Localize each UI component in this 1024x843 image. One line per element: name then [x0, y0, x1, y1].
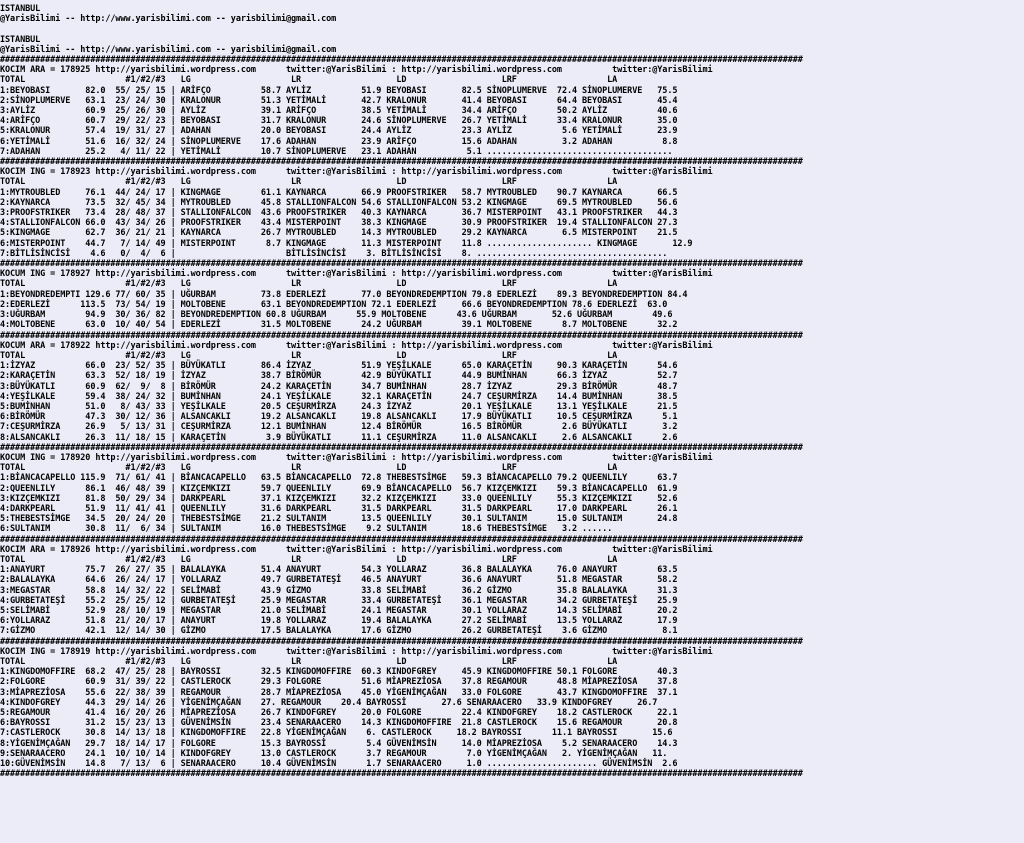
race-analysis-text: ISTANBUL @YarisBilimi -- http://www.yarisbilimi.com -- yarisbilimi@gmail.com ISTANBUL @YarisBilimi -- http://www.yarisbilimi.com -- yarisbilimi@gmail.com ################################################################################################################################################################ KOCIM ARA = 178925 http://yarisbilimi.wordpress.com twitter:@YarisBilimi : http://yarisbilimi.wordpress.com twitter:@YarisBilimi TOTAL #1/#2/#3 LG LR LD LRF LA 1:BEYOBASI 82.0 55/ 25/ 15 | ARİFÇO 58.7 AYLİZ 51.9 BEYOBASI 82.5 SİNOPLUMERVE 72.4 SİNOPLUMERVE 75.5 2:SİNOPLUMERVE 63.1 23/ 24/ 30 | KRALONUR 51.3 YETİMALİ 42.7 KRALONUR 41.4 BEYOBASI 64.4 BEYOBASI 45.4 3:AYLİZ 60.9 25/ 26/ 30 | AYLİZ 39.1 ARİFÇO 38.5 YETİMALİ 34.4 ARİFÇO 50.2 AYLİZ 40.6 4:ARİFÇO 60.7 29/ 22/ 23 | BEYOBASI 31.7 KRALONUR 24.6 SİNOPLUMERVE 26.7 YETİMALİ 33.4 KRALONUR 35.0 5:KRALONUR 57.4 19/ 31/ 27 | ADAHAN 20.0 BEYOBASI 24.4 AYLİZ 23.3 AYLİZ 5.6 YETİMALİ 23.9 6:YETİMALİ 51.6 16/ 32/ 24 | SİNOPLUMERVE 17.6 ADAHAN 23.9 ARİFÇO 15.6 ADAHAN 3.2 ADAHAN 8.8 7:ADAHAN 25.2 4/ 11/ 22 | YETİMALİ 10.7 SİNOPLUMERVE 23.1 ADAHAN 5.1 ..................................... ################################################################################################################################################################ KOCIM ING = 178923 http://yarisbilimi.wordpress.com twitter:@YarisBilimi : http://yarisbilimi.wordpress.com twitter:@YarisBilimi TOTAL #1/#2/#3 LG LR LD LRF LA 1:MYTROUBLED 76.1 44/ 24/ 17 | KINGMAGE 61.1 KAYNARCA 66.9 PROOFSTRIKER 58.7 MYTROUBLED 90.7 KAYNARCA 66.5 2:KAYNARCA 73.5 32/ 45/ 34 | MYTROUBLED 45.8 STALLIONFALCON 54.6 STALLIONFALCON 53.2 KINGMAGE 69.5 MYTROUBLED 56.6 3:PROOFSTRIKER 73.4 28/ 48/ 37 | STALLIONFALCON 43.6 PROOFSTRIKER 40.3 KAYNARCA 36.7 MISTERPOINT 43.1 PROOFSTRIKER 44.3 4:STALLIONFALCON 66.0 43/ 34/ 26 | PROOFSTRIKER 43.4 MISTERPOINT 38.3 KINGMAGE 30.9 PROOFSTRIKER 19.4 STALLIONFALCON 27.3 5:KINGMAGE 62.7 36/ 21/ 21 | KAYNARCA 26.7 MYTROUBLED 14.3 MYTROUBLED 29.2 KAYNARCA 6.5 MISTERPOINT 21.5 6:MISTERPOINT 44.7 7/ 14/ 49 | MISTERPOINT 8.7 KINGMAGE 11.3 MISTERPOINT 11.8 ..................... KINGMAGE 12.9 7:BİTLİSİNCİSİ 4.6 0/ 4/ 6 | BİTLİSİNCİSİ 3. BİTLİSİNCİSİ 8. ...................................... ################################################################################################################################################################ KOCUM ING = 178927 http://yarisbilimi.wordpress.com twitter:@YarisBilimi : http://yarisbilimi.wordpress.com twitter:@YarisBilimi TOTAL #1/#2/#3 LG LR LD LRF LA 1:BEYONDREDEMPTI 129.6 77/ 60/ 35 | UĞURBAM 73.8 EDERLEZİ 77.0 BEYONDREDEMPTION 79.8 EDERLEZİ 89.3 BEYONDREDEMPTION 84.4 2:EDERLEZİ 113.5 73/ 54/ 19 | MOLTOBENE 63.1 BEYONDREDEMPTION 72.1 EDERLEZİ 66.6 BEYONDREDEMPTION 78.6 EDERLEZİ 63.0 3:UĞURBAM 94.9 30/ 36/ 82 | BEYONDREDEMPTION 60.8 UĞURBAM 55.9 MOLTOBENE 43.6 UĞURBAM 52.6 UĞURBAM 49.6 4:MOLTOBENE 63.0 10/ 40/ 54 | EDERLEZİ 31.5 MOLTOBENE 24.2 UĞURBAM 39.1 MOLTOBENE 8.7 MOLTOBENE 32.2 ################################################################################################################################################################ KOCUM ARA = 178922 http://yarisbilimi.wordpress.com twitter:@YarisBilimi : http://yarisbilimi.wordpress.com twitter:@YarisBilimi TOTAL #1/#2/#3 LG LR LD LRF LA 1:İZYAZ 66.0 23/ 52/ 35 | BÜYÜKATLI 86.4 İZYAZ 51.9 YEŞİLKALE 65.0 KARAÇETİN 90.3 KARAÇETİN 54.6 2:KARAÇETİN 63.3 52/ 18/ 19 | İZYAZ 38.7 BİRÖMÜR 42.9 BÜYÜKATLI 44.9 BUMİNHAN 66.3 İZYAZ 52.7 3:BÜYÜKATLI 60.9 62/ 9/ 8 | BİRÖMÜR 24.2 KARAÇETİN 34.7 BUMİNHAN 28.7 İZYAZ 29.3 BİRÖMÜR 48.7 4:YEŞİLKALE 59.4 38/ 24/ 32 | BUMİNHAN 24.1 YEŞİLKALE 32.1 KARAÇETİN 24.7 CEŞURMİRZA 14.4 BUMİNHAN 38.5 5:BUMİNHAN 51.0 8/ 43/ 33 | YEŞİLKALE 20.5 CEŞURMİRZA 24.3 İZYAZ 20.1 YEŞİLKALE 13.1 YEŞİLKALE 21.5 6:BİRÖMÜR 47.3 30/ 12/ 36 | ALSANCAKLI 19.2 ALSANCAKLI 19.8 ALSANCAKLI 17.9 BÜYÜKATLI 10.5 CEŞURMİRZA 5.1 7:CEŞURMİRZA 26.9 5/ 13/ 31 | CEŞURMİRZA 12.1 BUMİNHAN 12.4 BİRÖMÜR 16.5 BİRÖMÜR 2.6 BÜYÜKATLI 3.2 8:ALSANCAKLI 26.3 11/ 18/ 15 | KARAÇETİN 3.9 BÜYÜKATLI 11.1 CEŞURMİRZA 11.0 ALSANCAKLI 2.6 ALSANCAKLI 2.6 ################################################################################################################################################################ KOCUM ING = 178920 http://yarisbilimi.wordpress.com twitter:@YarisBilimi : http://yarisbilimi.wordpress.com twitter:@YarisBilimi TOTAL #1/#2/#3 LG LR LD LRF LA 1:BİANCACAPELLO 115.9 71/ 61/ 41 | BİANCACAPELLO 63.5 BİANCACAPELLO 72.8 THEBESTSİMGE 59.3 BİANCACAPELLO 79.2 QUEENLILY 63.7 2:QUEENLILY 86.1 46/ 48/ 39 | KIZÇEMKIZI 59.7 QUEENLILY 69.9 BİANCACAPELLO 56.7 KIZÇEMKIZI 59.3 BİANCACAPELLO 61.9 3:KIZÇEMKIZI 81.8 50/ 29/ 34 | DARKPEARL 37.1 KIZÇEMKIZI 32.2 KIZÇEMKIZI 33.0 QUEENLILY 55.3 KIZÇEMKIZI 52.6 4:DARKPEARL 51.9 11/ 41/ 41 | QUEENLILY 31.6 DARKPEARL 31.5 DARKPEARL 31.5 DARKPEARL 17.0 DARKPEARL 26.1 5:THEBESTSİMGE 34.5 20/ 24/ 20 | THEBESTSİMGE 21.2 SULTANIM 13.5 QUEENLILY 30.1 SULTANIM 15.0 SULTANIM 24.8 6:SULTANIM 30.8 11/ 6/ 34 | SULTANIM 16.0 THEBESTSİMGE 9.2 SULTANIM 18.6 THEBESTSİMGE 3.2 ...... ################################################################################################################################################################ KOCIM ARA = 178926 http://yarisbilimi.wordpress.com twitter:@YarisBilimi : http://yarisbilimi.wordpress.com twitter:@YarisBilimi TOTAL #1/#2/#3 LG LR LD LRF LA 1:ANAYURT 75.7 26/ 27/ 35 | BALALAYKA 51.4 ANAYURT 54.3 YOLLARAZ 36.8 BALALAYKA 76.0 ANAYURT 63.5 2:BALALAYKA 64.6 26/ 24/ 17 | YOLLARAZ 49.7 GURBETATEŞİ 46.5 ANAYURT 36.6 ANAYURT 51.8 MEGASTAR 58.2 3:MEGASTAR 58.8 14/ 32/ 22 | SELİMABİ 43.9 GİZMO 33.8 SELİMABİ 36.2 GİZMO 35.8 BALALAYKA 31.3 4:GURBETATEŞİ 55.2 25/ 25/ 12 | GURBETATEŞİ 25.9 MEGASTAR 33.4 GURBETATEŞİ 36.1 MEGASTAR 34.2 GURBETATEŞİ 25.9 5:SELİMABİ 52.9 28/ 10/ 19 | MEGASTAR 21.0 SELİMABİ 24.1 MEGASTAR 30.1 YOLLARAZ 14.3 SELİMABİ 20.2 6:YOLLARAZ 51.8 21/ 20/ 17 | ANAYURT 19.8 YOLLARAZ 19.4 BALALAYKA 27.2 SELİMABİ 13.5 YOLLARAZ 17.9 7:GİZMO 42.1 12/ 14/ 30 | GİZMO 17.5 BALALAYKA 17.6 GİZMO 26.2 GURBETATEŞİ 3.6 GİZMO 8.1 ################################################################################################################################################################ KOCIM ING = 178919 http://yarisbilimi.wordpress.com twitter:@YarisBilimi : http://yarisbilimi.wordpress.com twitter:@YarisBilimi TOTAL #1/#2/#3 LG LR LD LRF LA 1:KINGDOMOFFIRE 68.2 47/ 25/ 28 | BAYROSSI 32.5 KINGDOMOFFIRE 60.3 KINDOFGREY 45.9 KINGDOMOFFIRE 50.1 FOLGORE 40.3 2:FOLGORE 60.9 31/ 39/ 22 | CASTLEROCK 29.3 FOLGORE 51.6 MİAPREZİOSA 37.8 REGAMOUR 48.8 MİAPREZİOSA 37.8 3:MİAPREZİOSA 55.6 22/ 38/ 39 | REGAMOUR 28.7 MİAPREZİOSA 45.0 YİGENİMÇAĞAN 33.0 FOLGORE 43.7 KINGDOMOFFIRE 37.1 4:KINDOFGREY 44.3 29/ 14/ 26 | YİGENİMÇAĞAN 27. REGAMOUR 20.4 BAYROSSİ 27.6 SENARAACERO 33.9 KINDOFGREY 26.7 5:REGAMOUR 41.4 16/ 20/ 26 | MİAPREZİOSA 26.7 KINDOFGREY 20.0 FOLGORE 22.4 KINDOFGREY 18.2 CASTLEROCK 22.1 6:BAYROSSI 31.2 15/ 23/ 13 | GÜVENİMSİN 23.4 SENARAACERO 14.3 KINGDOMOFFIRE 21.8 CASTLEROCK 15.6 REGAMOUR 20.8 7:CASTLEROCK 30.8 14/ 13/ 18 | KINGDOMOFFIRE 22.8 YİGENİMÇAĞAN 6. CASTLEROCK 18.2 BAYROSSI 11.1 BAYROSSI 15.6 8:YİGENİMÇAĞAN 29.7 18/ 14/ 17 | FOLGORE 15.3 BAYROSSİ 5.4 GÜVENİMSİN 14.0 MİAPREZİOSA 5.2 SENARAACERO 14.3 9:SENARAACERO 24.1 10/ 10/ 14 | KINDOFGREY 13.0 CASTLEROCK 3.7 REGAMOUR 7.0 YİGENİMÇAĞAN 2. YİGENİMÇAĞAN 11. 10:GÜVENİMSİN 14.8 7/ 13/ 6 | SENARAACERO 10.4 GÜVENİMSİN 1.7 SENARAACERO 1.0 ...................... GÜVENİMSİN 2.6 ################################################################################################################################################################	[0, 4, 803, 780]
